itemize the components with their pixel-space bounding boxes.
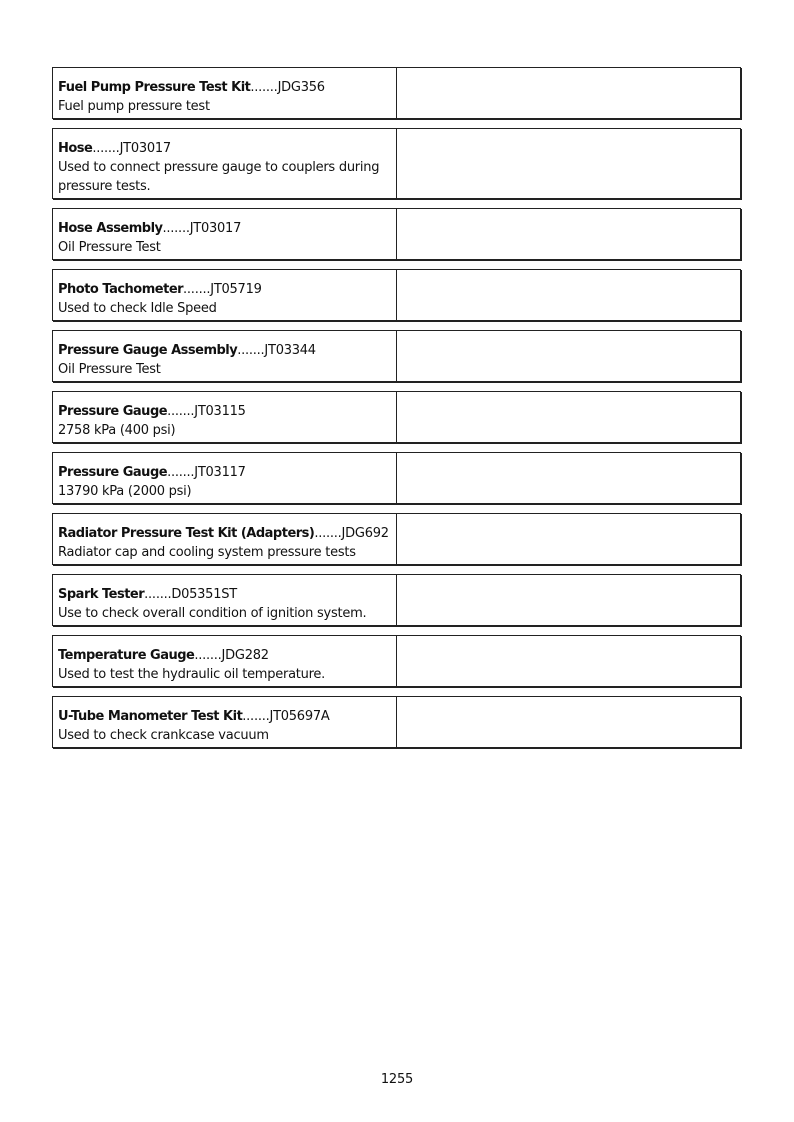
tool-description: Oil Pressure Test	[58, 362, 161, 377]
tool-leader-dots: .......	[250, 80, 278, 95]
tool-blank-cell	[397, 697, 740, 747]
tool-title-line	[58, 78, 390, 97]
tool-blank-cell	[397, 636, 740, 686]
tool-row	[52, 208, 741, 260]
tool-info-cell	[53, 636, 397, 686]
tool-blank-cell	[397, 453, 740, 503]
tool-leader-dots: .......	[92, 141, 120, 156]
tool-name: Pressure Gauge	[58, 465, 168, 480]
tool-title-line	[58, 707, 390, 726]
tool-title-line	[58, 463, 390, 482]
page-number: 1255	[380, 1072, 414, 1087]
tool-part-number: D05351ST	[171, 587, 237, 602]
tool-leader-dots: .......	[162, 221, 190, 236]
tool-info-cell	[53, 68, 397, 118]
tool-leader-dots: .......	[237, 343, 265, 358]
tool-blank-cell	[397, 514, 740, 564]
tool-part-number: JDG356	[277, 80, 325, 95]
tool-info-cell	[53, 392, 397, 442]
tool-info-cell	[53, 575, 397, 625]
tool-info-cell	[53, 270, 397, 320]
tool-row	[52, 67, 741, 119]
tool-info-cell	[53, 697, 397, 747]
tool-description: Radiator cap and cooling system pressure tests	[58, 545, 356, 560]
tool-title-line	[58, 280, 390, 299]
tool-leader-dots: .......	[183, 282, 211, 297]
tool-title-line	[58, 524, 390, 543]
tool-title-line	[58, 139, 390, 158]
tool-row	[52, 128, 741, 199]
tool-description: 2758 kPa (400 psi)	[58, 423, 176, 438]
tool-title-line	[58, 646, 390, 665]
tool-part-number: JDG692	[341, 526, 389, 541]
tool-description: Used to connect pressure gauge to couplers during pressure tests.	[58, 160, 380, 194]
tool-row	[52, 696, 741, 748]
tool-name: Hose Assembly	[58, 221, 163, 236]
tool-row	[52, 269, 741, 321]
tool-leader-dots: .......	[144, 587, 172, 602]
tool-row	[52, 452, 741, 504]
tool-info-cell	[53, 514, 397, 564]
tool-blank-cell	[397, 129, 740, 198]
tool-info-cell	[53, 331, 397, 381]
tool-description: 13790 kPa (2000 psi)	[58, 484, 192, 499]
tool-leader-dots: .......	[242, 709, 270, 724]
tool-name: Photo Tachometer	[58, 282, 184, 297]
tool-description: Used to check crankcase vacuum	[58, 728, 269, 743]
tool-row	[52, 635, 741, 687]
tool-blank-cell	[397, 209, 740, 259]
tool-name: Temperature Gauge	[58, 648, 195, 663]
tool-part-number: JT03117	[194, 465, 246, 480]
tool-name: Pressure Gauge	[58, 404, 168, 419]
tool-description: Used to check Idle Speed	[58, 301, 217, 316]
tool-name: U-Tube Manometer Test Kit	[58, 709, 243, 724]
tool-blank-cell	[397, 331, 740, 381]
tool-blank-cell	[397, 270, 740, 320]
tool-info-cell	[53, 129, 397, 198]
tool-row	[52, 574, 741, 626]
tool-description: Oil Pressure Test	[58, 240, 161, 255]
tool-name: Hose	[58, 141, 93, 156]
tool-row	[52, 330, 741, 382]
tool-description: Fuel pump pressure test	[58, 99, 210, 114]
tool-part-number: JT05719	[210, 282, 262, 297]
tool-part-number: JT03115	[194, 404, 246, 419]
tool-title-line	[58, 585, 390, 604]
tool-row	[52, 513, 741, 565]
tool-part-number: JT03344	[264, 343, 316, 358]
tool-title-line	[58, 402, 390, 421]
tool-name: Pressure Gauge Assembly	[58, 343, 238, 358]
tool-blank-cell	[397, 392, 740, 442]
tool-info-cell	[53, 453, 397, 503]
tool-part-number: JDG282	[221, 648, 269, 663]
tool-blank-cell	[397, 68, 740, 118]
tool-info-cell	[53, 209, 397, 259]
tool-part-number: JT03017	[189, 221, 242, 236]
tool-leader-dots: .......	[194, 648, 222, 663]
tool-leader-dots: .......	[167, 465, 195, 480]
tool-list	[52, 67, 741, 757]
tool-title-line	[58, 341, 390, 360]
tool-description: Use to check overall condition of ignition system.	[58, 606, 367, 621]
tool-name: Fuel Pump Pressure Test Kit	[58, 80, 251, 95]
tool-part-number: JT05697A	[269, 709, 330, 724]
tool-part-number: JT03017	[119, 141, 171, 156]
tool-name: Radiator Pressure Test Kit (Adapters)	[58, 526, 315, 541]
tool-description: Used to test the hydraulic oil temperature.	[58, 667, 326, 682]
tool-leader-dots: .......	[167, 404, 195, 419]
tool-name: Spark Tester	[58, 587, 145, 602]
tool-title-line	[58, 219, 390, 238]
tool-blank-cell	[397, 575, 740, 625]
tool-leader-dots: .......	[314, 526, 342, 541]
tool-row	[52, 391, 741, 443]
